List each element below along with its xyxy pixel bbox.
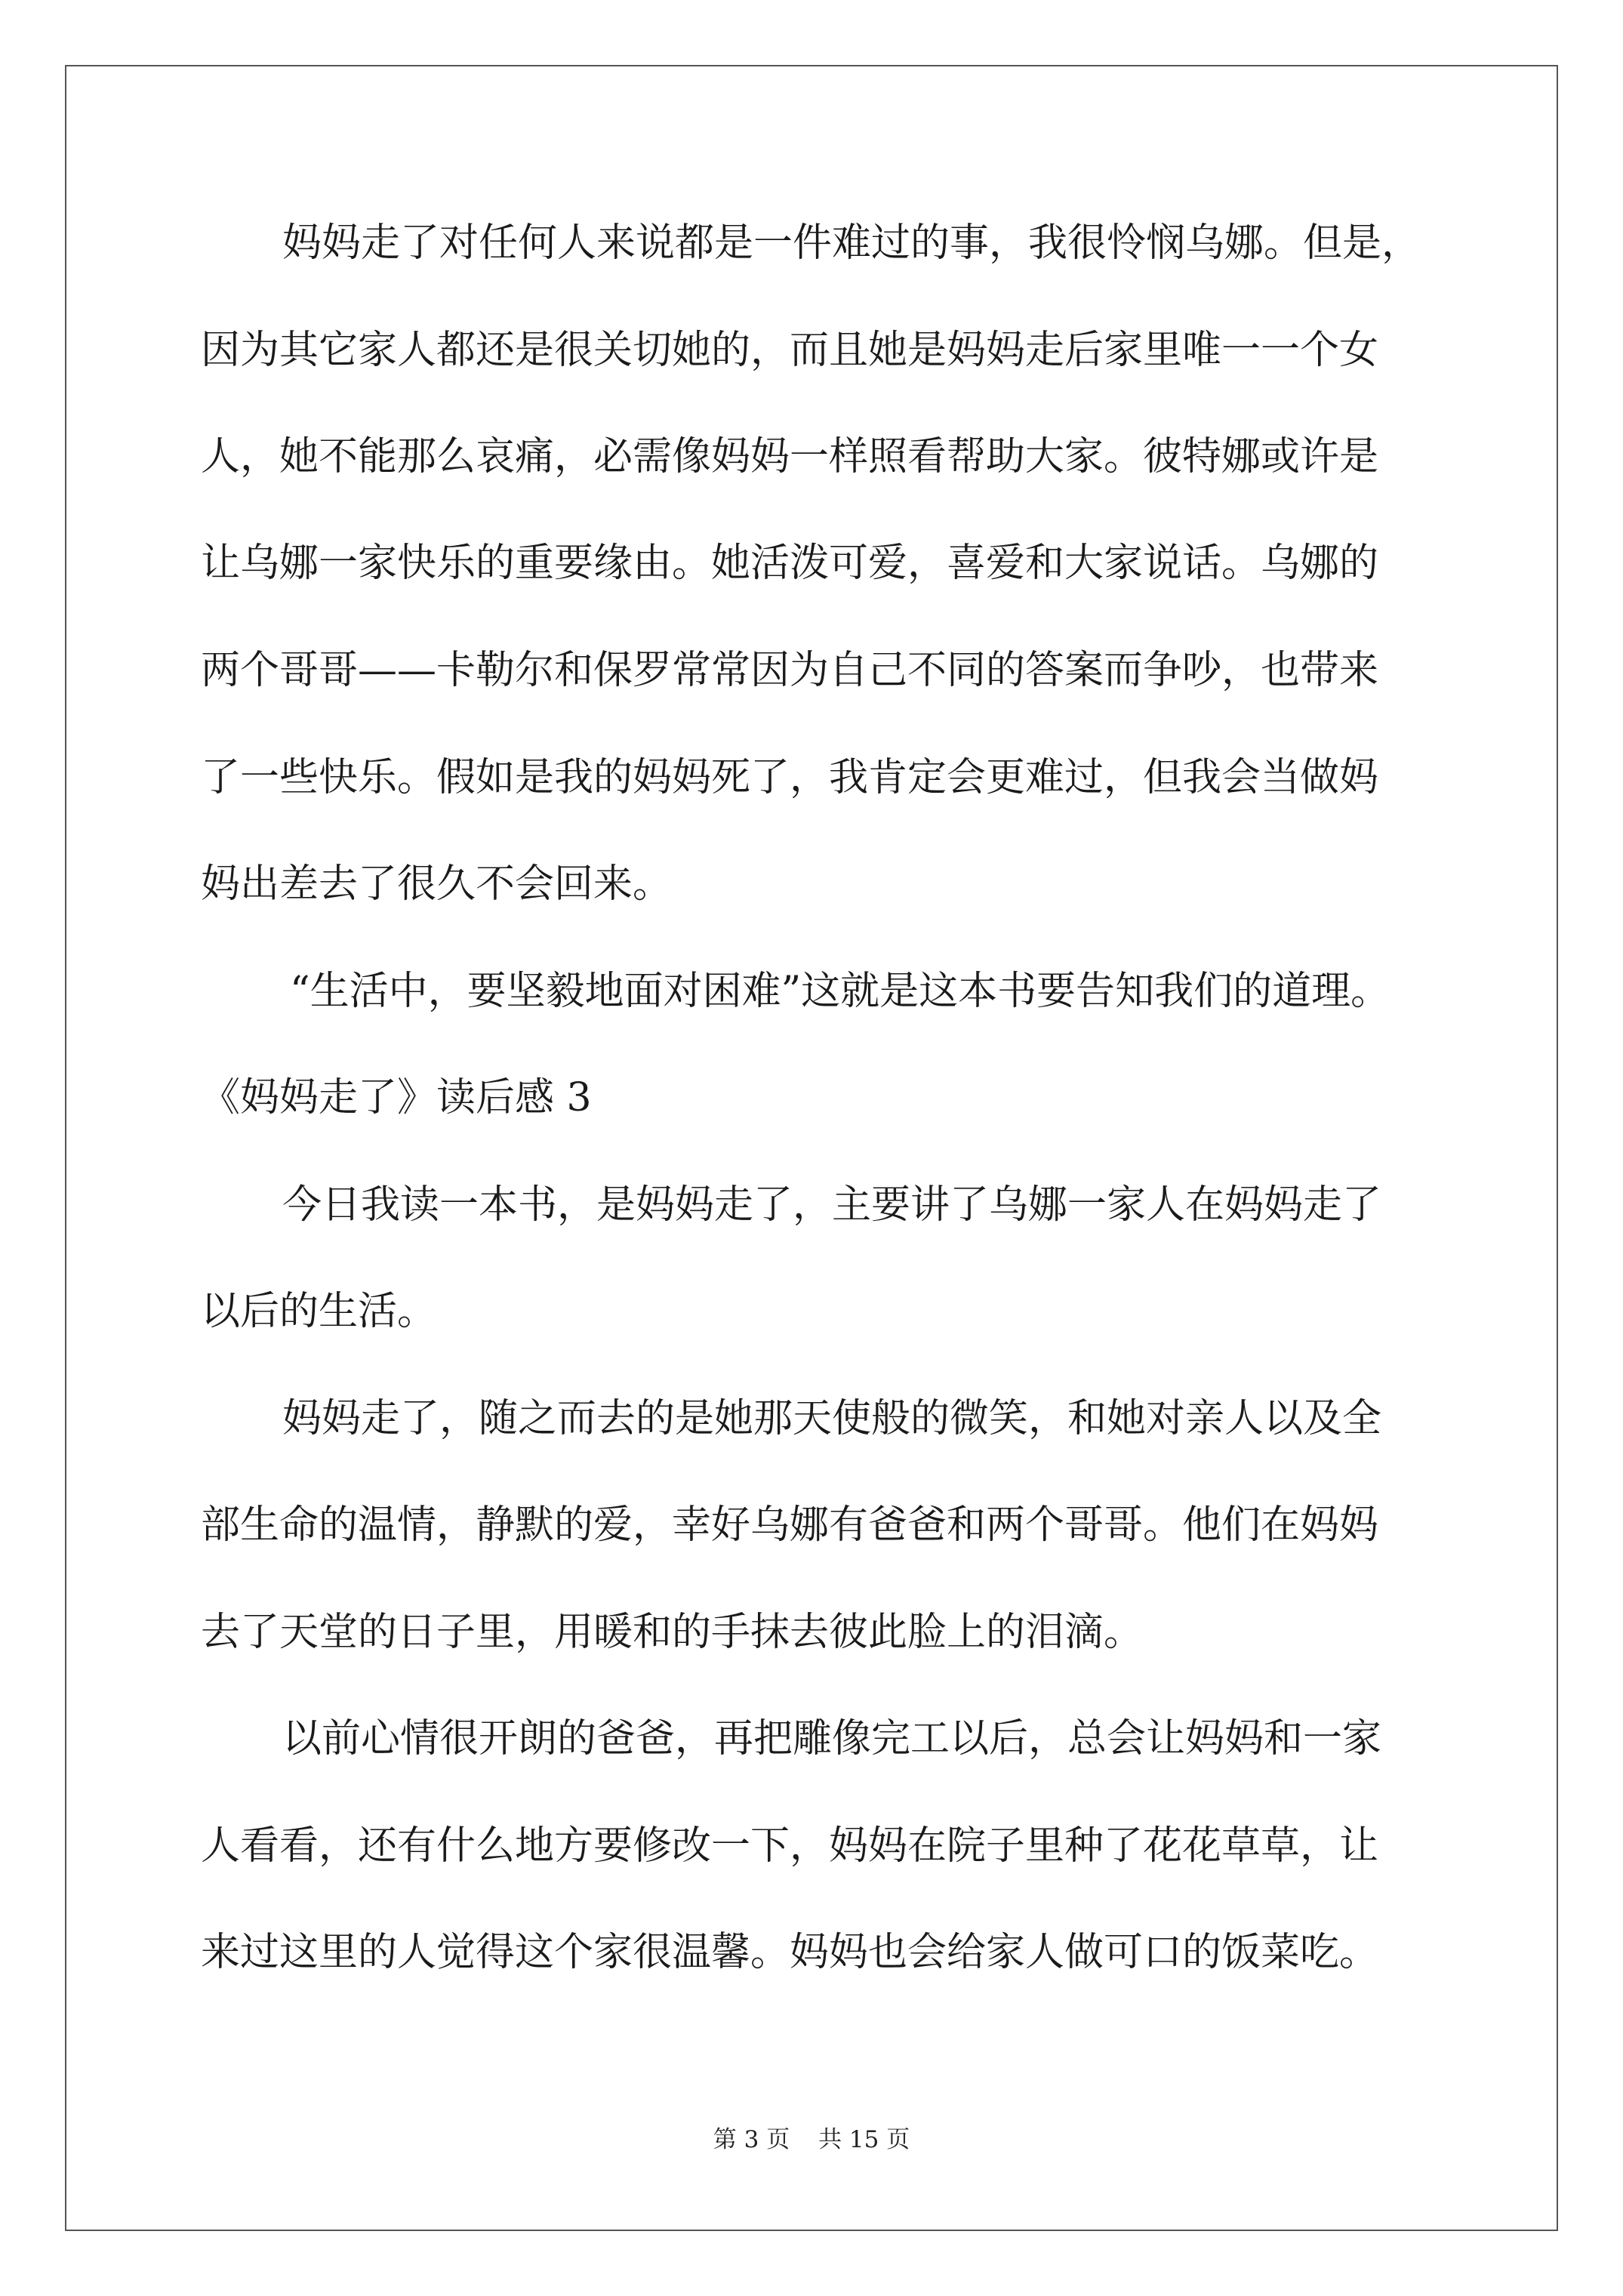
paragraph-line: 去了天堂的日子里，用暖和的手抹去彼此脸上的泪滴。	[201, 1610, 1144, 1655]
paragraph-line: 以后的生活。	[201, 1289, 437, 1334]
paragraph-line: 以前心情很开朗的爸爸，再把雕像完工以后，总会让妈妈和一家	[282, 1716, 1382, 1761]
page-total: 共 15 页	[818, 2126, 910, 2153]
section-heading: 《妈妈走了》读后感 3	[201, 1075, 592, 1120]
paragraph-line: 了一些快乐。假如是我的妈妈死了，我肯定会更难过，但我会当做妈	[201, 755, 1379, 800]
paragraph-line: 部生命的温情，静默的爱，幸好乌娜有爸爸和两个哥哥。他们在妈妈	[201, 1502, 1379, 1548]
paragraph-line: 今日我读一本书，是妈妈走了，主要讲了乌娜一家人在妈妈走了	[282, 1182, 1382, 1228]
paragraph-line: 妈出差去了很久不会回来。	[201, 861, 673, 907]
page-footer	[0, 2120, 1623, 2154]
paragraph-line: 因为其它家人都还是很关切她的，而且她是妈妈走后家里唯一一个女	[201, 328, 1379, 373]
paragraph-line: 妈妈走了对任何人来说都是一件难过的事，我很怜悯乌娜。但是，	[282, 220, 1421, 266]
paragraph-line: 来过这里的人觉得这个家很温馨。妈妈也会给家人做可口的饭菜吃。	[201, 1930, 1379, 1975]
paragraph-line: “生活中，要坚毅地面对困难”这就是这本书要告知我们的道理。	[290, 969, 1390, 1014]
paragraph-line: 妈妈走了，随之而去的是她那天使般的微笑，和她对亲人以及全	[282, 1396, 1382, 1441]
paragraph-line: 让乌娜一家快乐的重要缘由。她活泼可爱，喜爱和大家说话。乌娜的	[201, 541, 1379, 586]
page-border	[65, 65, 1558, 2231]
page-number: 第 3 页	[713, 2126, 790, 2153]
paragraph-line: 人，她不能那么哀痛，必需像妈妈一样照看帮助大家。彼特娜或许是	[201, 434, 1379, 479]
paragraph-line: 人看看，还有什么地方要修改一下，妈妈在院子里种了花花草草，让	[201, 1823, 1379, 1869]
paragraph-line: 两个哥哥——卡勒尔和保罗常常因为自己不同的答案而争吵，也带来	[201, 648, 1379, 693]
